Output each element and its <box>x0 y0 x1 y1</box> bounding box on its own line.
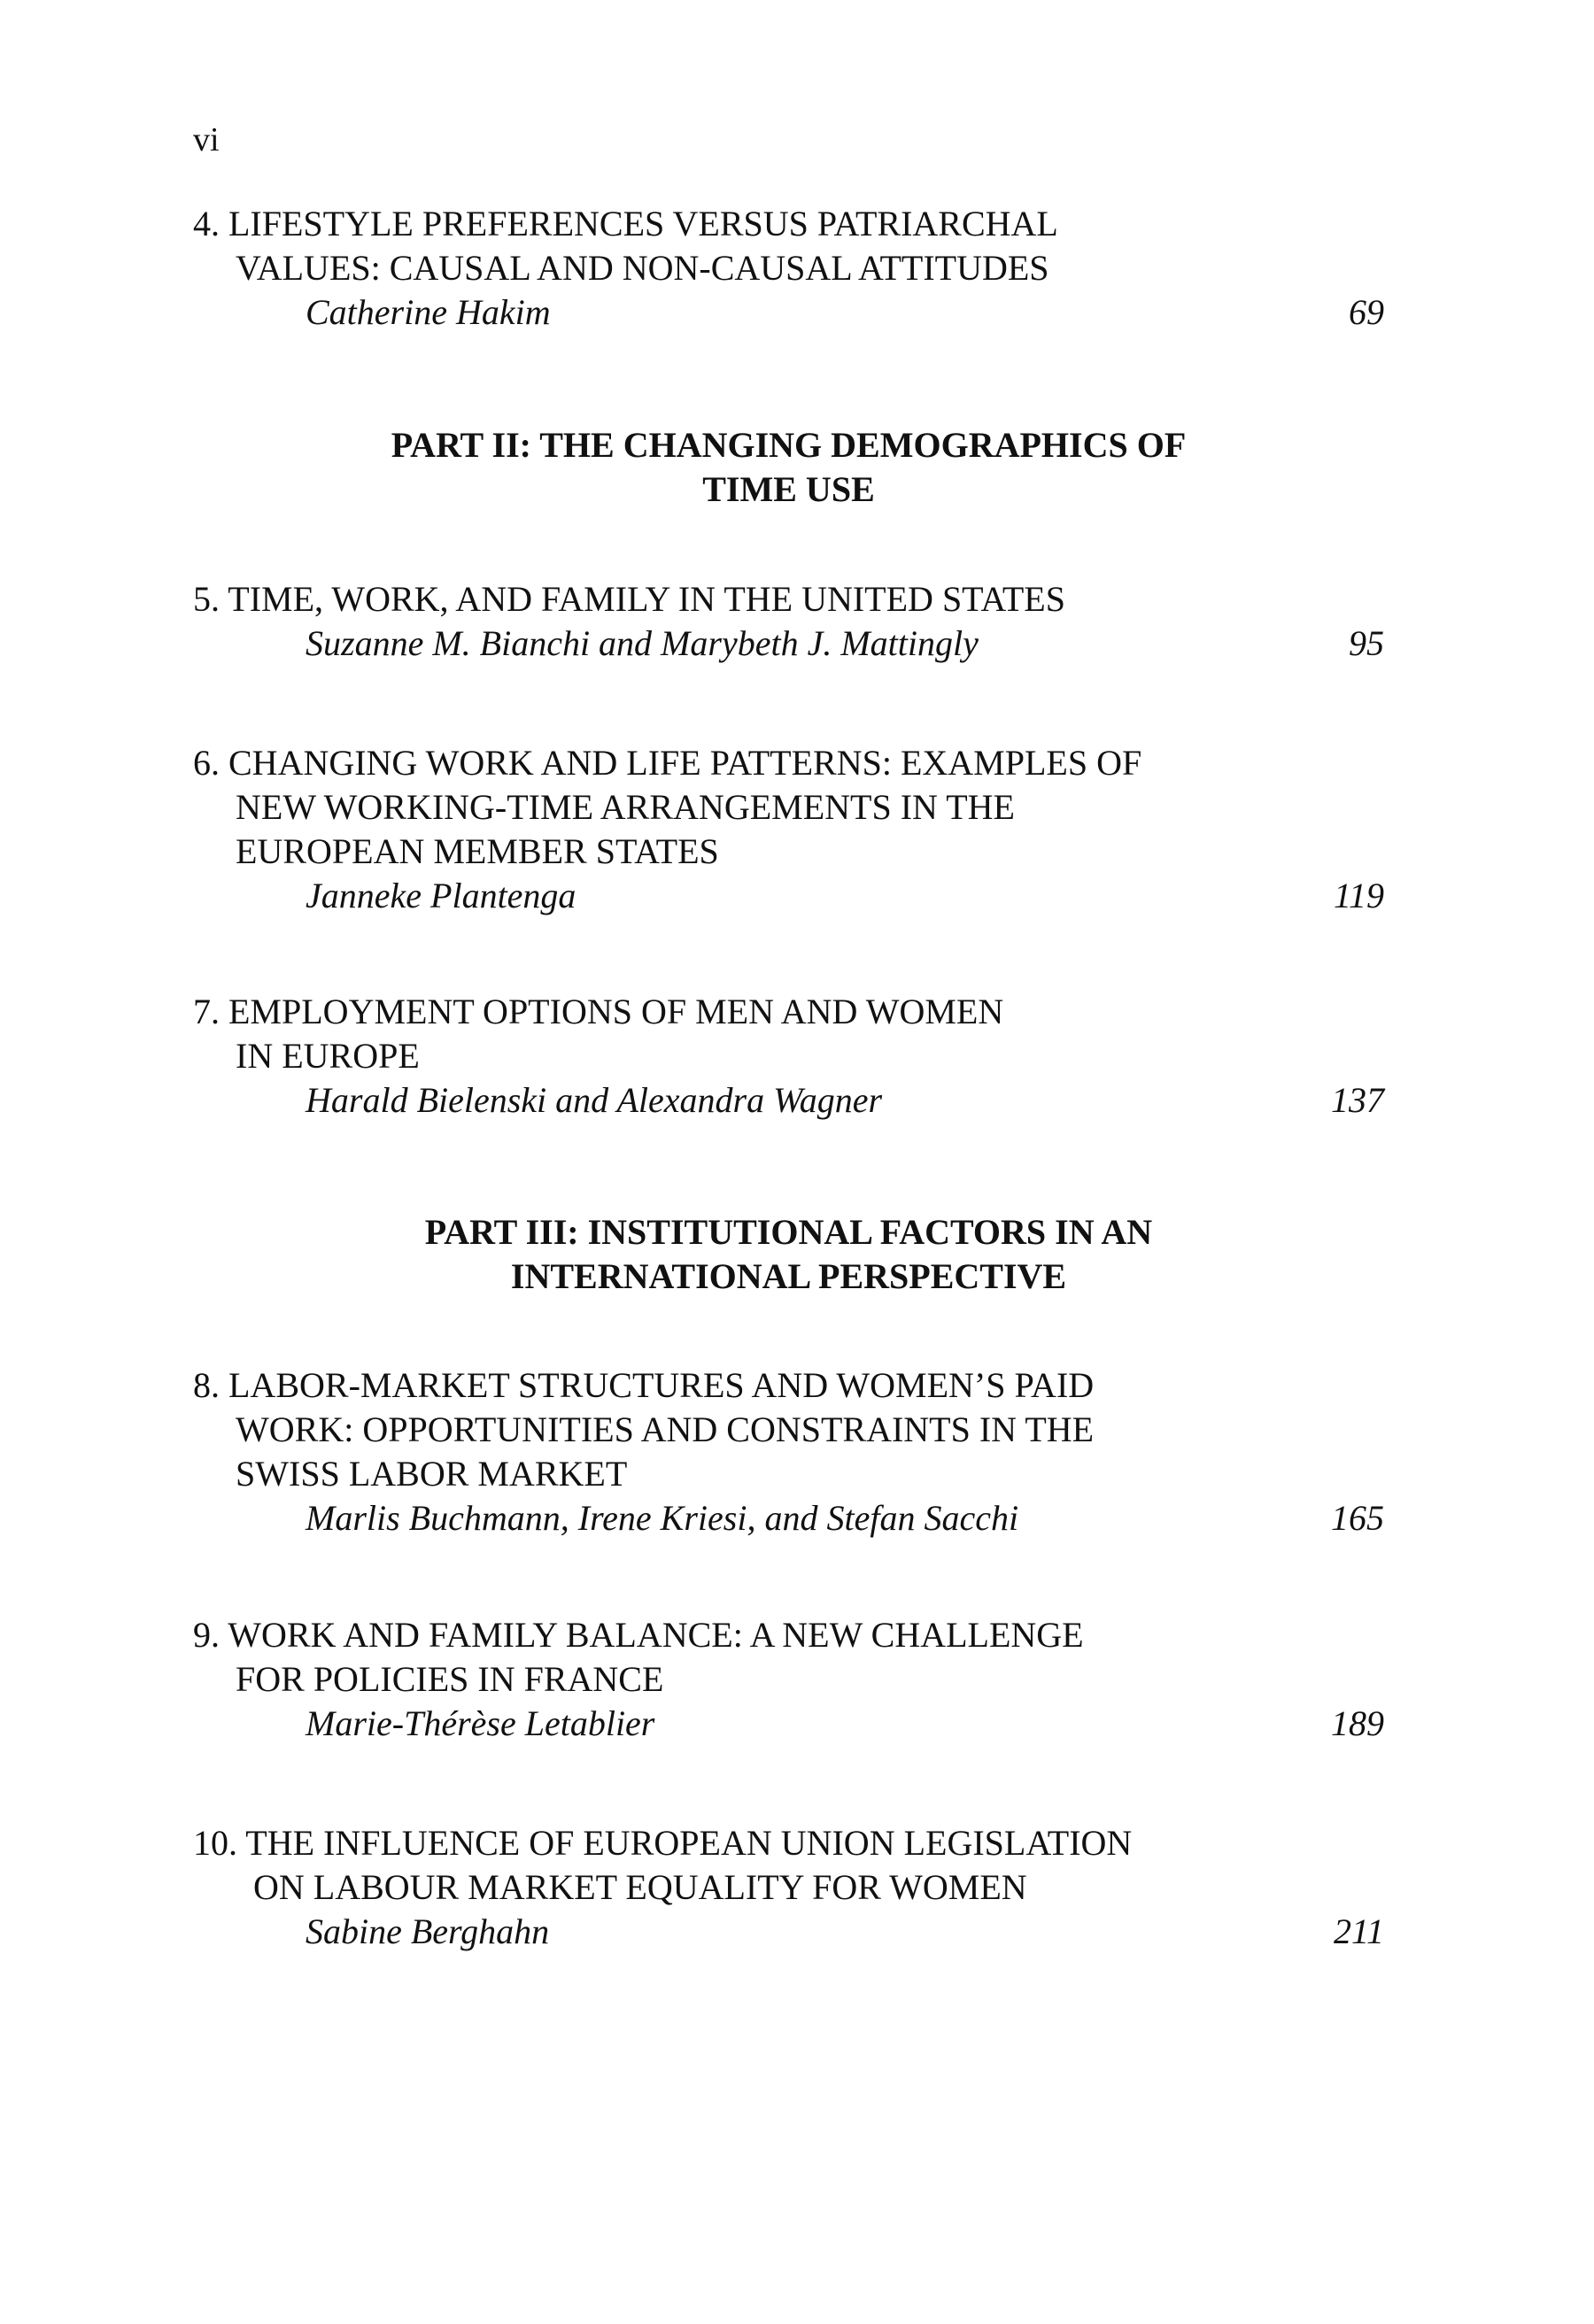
entry-author: Harald Bielenski and Alexandra Wagner <box>306 1080 883 1120</box>
entry-title-line: 8. LABOR-MARKET STRUCTURES AND WOMEN’S PAID <box>193 1365 1095 1405</box>
entry-title-line: 10. THE INFLUENCE OF EUROPEAN UNION LEGISLATION <box>193 1823 1133 1863</box>
entry-title-line: 5. TIME, WORK, AND FAMILY IN THE UNITED STATES <box>193 579 1065 619</box>
toc-entry-5 <box>193 577 1384 666</box>
entry-author: Sabine Berghahn <box>306 1911 550 1951</box>
entry-title-line: 9. WORK AND FAMILY BALANCE: A NEW CHALLENGE <box>193 1615 1084 1655</box>
entry-title-line: ON LABOUR MARKET EQUALITY FOR WOMEN <box>253 1867 1027 1907</box>
part-heading-line: PART II: THE CHANGING DEMOGRAPHICS OF <box>391 425 1187 465</box>
entry-title-line: FOR POLICIES IN FRANCE <box>236 1659 664 1699</box>
part-heading-ii <box>193 423 1384 512</box>
entry-author: Catherine Hakim <box>306 292 551 332</box>
part-heading-iii <box>193 1210 1384 1299</box>
entry-page-number: 189 <box>1331 1703 1384 1743</box>
part-heading-line: TIME USE <box>702 469 875 509</box>
entry-page-number: 95 <box>1349 623 1384 663</box>
entry-title-line: 7. EMPLOYMENT OPTIONS OF MEN AND WOMEN <box>193 992 1004 1031</box>
entry-title-line: EUROPEAN MEMBER STATES <box>236 831 719 871</box>
entry-title-line: WORK: OPPORTUNITIES AND CONSTRAINTS IN THE <box>236 1409 1095 1449</box>
page-number: vi <box>193 121 220 158</box>
toc-entry-9 <box>193 1613 1384 1746</box>
toc-entry-10 <box>193 1821 1384 1954</box>
entry-author: Janneke Plantenga <box>306 876 576 915</box>
entry-page-number: 137 <box>1331 1080 1384 1120</box>
part-heading-line: PART III: INSTITUTIONAL FACTORS IN AN <box>424 1212 1153 1252</box>
entry-author: Marlis Buchmann, Irene Kriesi, and Stefan Sacchi <box>306 1498 1019 1538</box>
entry-title-line: 6. CHANGING WORK AND LIFE PATTERNS: EXAMPLES OF <box>193 743 1142 783</box>
entry-title-line: SWISS LABOR MARKET <box>236 1454 628 1494</box>
entry-author: Marie-Thérèse Letablier <box>306 1703 655 1743</box>
entry-page-number: 211 <box>1333 1911 1384 1951</box>
entry-title-line: VALUES: CAUSAL AND NON-CAUSAL ATTITUDES <box>236 248 1049 288</box>
toc-entry-8 <box>193 1363 1384 1540</box>
entry-page-number: 69 <box>1349 292 1384 332</box>
part-heading-line: INTERNATIONAL PERSPECTIVE <box>510 1256 1067 1296</box>
entry-title-line: 4. LIFESTYLE PREFERENCES VERSUS PATRIARCHAL <box>193 204 1058 243</box>
toc-entry-7 <box>193 990 1384 1123</box>
toc-entry-6 <box>193 741 1384 918</box>
entry-author: Suzanne M. Bianchi and Marybeth J. Mattingly <box>306 623 979 663</box>
entry-title-line: IN EUROPE <box>236 1036 420 1076</box>
entry-page-number: 119 <box>1333 876 1384 915</box>
entry-page-number: 165 <box>1331 1498 1384 1538</box>
entry-title-line: NEW WORKING-TIME ARRANGEMENTS IN THE <box>236 787 1015 827</box>
toc-entry-4 <box>193 202 1384 335</box>
